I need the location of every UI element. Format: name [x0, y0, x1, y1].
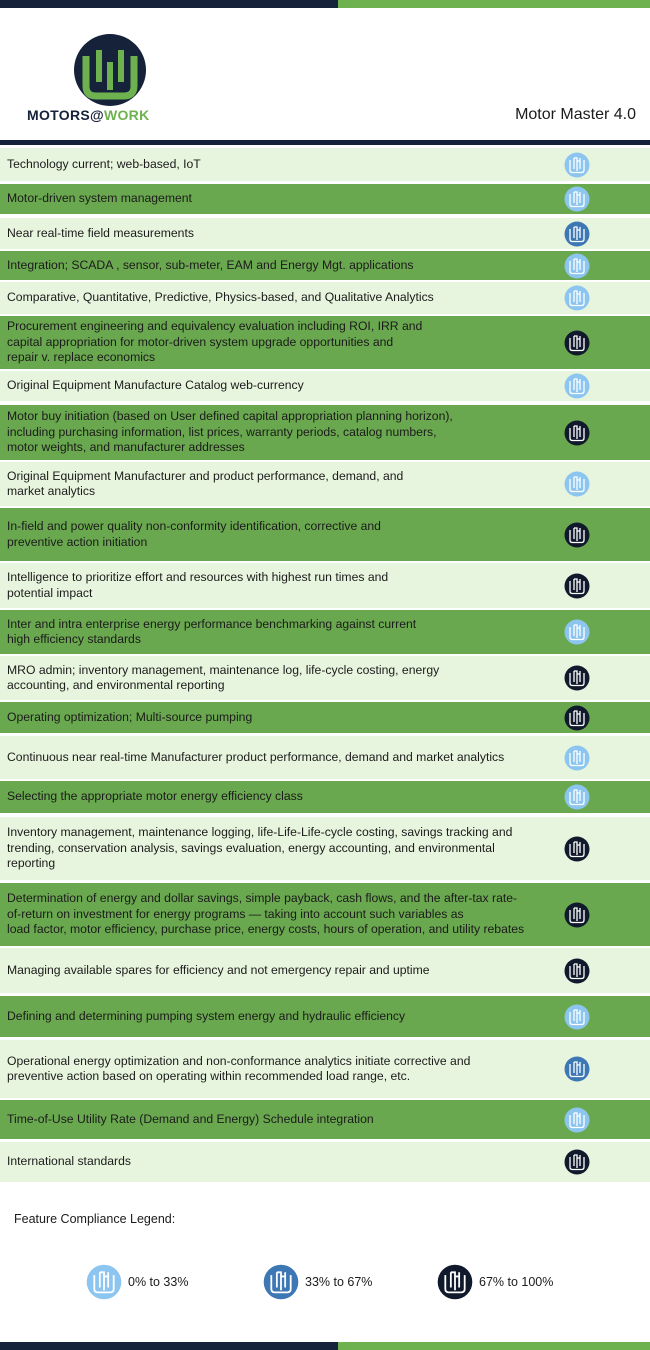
compliance-indicator [564, 420, 590, 446]
compliance-high-icon [564, 836, 590, 862]
feature-label: In-field and power quality non-conformity identification, corrective and preventive action initiation [7, 519, 381, 549]
compliance-low-icon [564, 152, 590, 178]
compliance-indicator [564, 373, 590, 399]
feature-label: Motor buy initiation (based on User defined capital appropriation planning horizon), including purchasing information, list prices, warranty periods, catalog numbers, motor weights, and manufacturer addresses [7, 409, 453, 455]
compliance-indicator [564, 705, 590, 731]
feature-label: Managing available spares for efficiency and not emergency repair and uptime [7, 962, 430, 977]
feature-row [0, 405, 650, 460]
top-accent-green [338, 0, 650, 8]
compliance-indicator [564, 784, 590, 810]
feature-row [0, 184, 650, 214]
motors-at-work-logo-icon [72, 32, 148, 108]
feature-row [0, 563, 650, 608]
product-title: Motor Master 4.0 [515, 106, 636, 123]
compliance-indicator [564, 330, 590, 356]
feature-row [0, 883, 650, 946]
compliance-indicator [564, 1056, 590, 1082]
compliance-high-icon [564, 705, 590, 731]
compliance-indicator [564, 1149, 590, 1175]
feature-row [0, 996, 650, 1037]
feature-row [0, 1142, 650, 1182]
feature-label: Original Equipment Manufacture Catalog web-currency [7, 378, 304, 393]
feature-label: Defining and determining pumping system energy and hydraulic efficiency [7, 1008, 406, 1023]
brand-wordmark-part1: MOTORS@ [27, 107, 104, 123]
compliance-mid-icon [564, 1056, 590, 1082]
bottom-accent-green [338, 1342, 650, 1350]
feature-label: Integration; SCADA , sensor, sub-meter, EAM and Energy Mgt. applications [7, 257, 414, 272]
compliance-low-icon [564, 1004, 590, 1030]
compliance-high-icon [564, 1149, 590, 1175]
legend-title: Feature Compliance Legend: [14, 1212, 176, 1226]
compliance-indicator [564, 902, 590, 928]
feature-row [0, 1040, 650, 1098]
feature-label: Procurement engineering and equivalency evaluation including ROI, IRR and capital appropriation for motor-driven system upgrade opportunities and repair v. replace economics [7, 319, 423, 365]
feature-row [0, 736, 650, 779]
compliance-mid-icon [263, 1264, 299, 1300]
compliance-low-icon [564, 373, 590, 399]
compliance-low-icon [564, 186, 590, 212]
compliance-indicator [564, 836, 590, 862]
compliance-low-icon [564, 745, 590, 771]
compliance-low-icon [564, 784, 590, 810]
compliance-high-icon [564, 330, 590, 356]
feature-row [0, 948, 650, 993]
feature-label: Continuous near real-time Manufacturer product performance, demand and market analytics [7, 749, 505, 764]
compliance-high-icon [437, 1264, 473, 1300]
compliance-indicator [564, 285, 590, 311]
compliance-high-icon [564, 958, 590, 984]
compliance-indicator [564, 745, 590, 771]
feature-label: Original Equipment Manufacturer and product performance, demand, and market analytics [7, 468, 404, 498]
feature-label: Time-of-Use Utility Rate (Demand and Energy) Schedule integration [7, 1111, 374, 1126]
feature-label: Operating optimization; Multi-source pumping [7, 709, 253, 724]
compliance-indicator [564, 152, 590, 178]
legend-item [86, 1263, 188, 1301]
feature-row [0, 610, 650, 654]
feature-row [0, 251, 650, 280]
bottom-accent-navy [0, 1342, 338, 1350]
brand-wordmark-part2: WORK [103, 107, 150, 123]
feature-row [0, 371, 650, 401]
feature-row [0, 817, 650, 880]
compliance-indicator [564, 958, 590, 984]
top-accent-bar [0, 0, 650, 8]
header [0, 8, 650, 140]
compliance-indicator [564, 186, 590, 212]
feature-row [0, 1100, 650, 1139]
legend-item [437, 1263, 553, 1301]
feature-label: Technology current; web-based, IoT [7, 156, 201, 171]
compliance-mid-icon [564, 221, 590, 247]
feature-row [0, 508, 650, 561]
feature-label: Motor-driven system management [7, 191, 192, 206]
feature-label: Determination of energy and dollar savings, simple payback, cash flows, and the after-tax rate- of-return on investment for energy programs — taking into account such variables as load factor, motor efficiency, purchase price, energy costs, hours of operation, and utility rebates [7, 891, 525, 937]
feature-row [0, 316, 650, 369]
compliance-indicator [564, 253, 590, 279]
feature-row [0, 282, 650, 314]
bottom-accent-bar [0, 1342, 650, 1350]
feature-label: MRO admin; inventory management, maintenance log, life-cycle costing, energy accounting, and environmental reporting [7, 662, 440, 692]
feature-label: Selecting the appropriate motor energy efficiency class [7, 789, 303, 804]
compliance-low-icon [564, 285, 590, 311]
feature-row [0, 462, 650, 506]
brand-wordmark [27, 107, 149, 123]
compliance-indicator [564, 471, 590, 497]
feature-label: International standards [7, 1154, 131, 1169]
legend-item-label: 0% to 33% [128, 1275, 189, 1289]
legend-item-label: 67% to 100% [479, 1275, 554, 1289]
feature-label: Operational energy optimization and non-conformance analytics initiate corrective and preventive action based on operating within recommended load range, etc. [7, 1053, 471, 1083]
top-accent-navy [0, 0, 338, 8]
feature-row [0, 148, 650, 181]
compliance-indicator [564, 573, 590, 599]
feature-row [0, 781, 650, 813]
compliance-low-icon [564, 1107, 590, 1133]
feature-label: Intelligence to prioritize effort and resources with highest run times and potential impact [7, 570, 389, 600]
compliance-low-icon [564, 471, 590, 497]
compliance-indicator [564, 1107, 590, 1133]
compliance-indicator [564, 522, 590, 548]
compliance-low-icon [564, 253, 590, 279]
feature-label: Inventory management, maintenance logging, life-Life-Life-cycle costing, savings tracking and trending, conservation analysis, savings evaluation, energy accounting, and environmental reporting [7, 825, 513, 871]
feature-label: Inter and intra enterprise energy performance benchmarking against current high efficiency standards [7, 616, 417, 646]
compliance-low-icon [564, 619, 590, 645]
feature-row [0, 702, 650, 733]
header-divider [0, 140, 650, 145]
compliance-indicator [564, 221, 590, 247]
compliance-high-icon [564, 665, 590, 691]
legend-item [263, 1263, 372, 1301]
compliance-indicator [564, 619, 590, 645]
compliance-high-icon [564, 420, 590, 446]
feature-row [0, 656, 650, 700]
feature-row [0, 218, 650, 249]
feature-label: Comparative, Quantitative, Predictive, Physics-based, and Qualitative Analytics [7, 290, 434, 305]
compliance-low-icon [86, 1264, 122, 1300]
legend-item-label: 33% to 67% [305, 1275, 373, 1289]
compliance-high-icon [564, 522, 590, 548]
compliance-indicator [564, 1004, 590, 1030]
compliance-indicator [564, 665, 590, 691]
feature-label: Near real-time field measurements [7, 225, 194, 240]
compliance-high-icon [564, 573, 590, 599]
compliance-high-icon [564, 902, 590, 928]
